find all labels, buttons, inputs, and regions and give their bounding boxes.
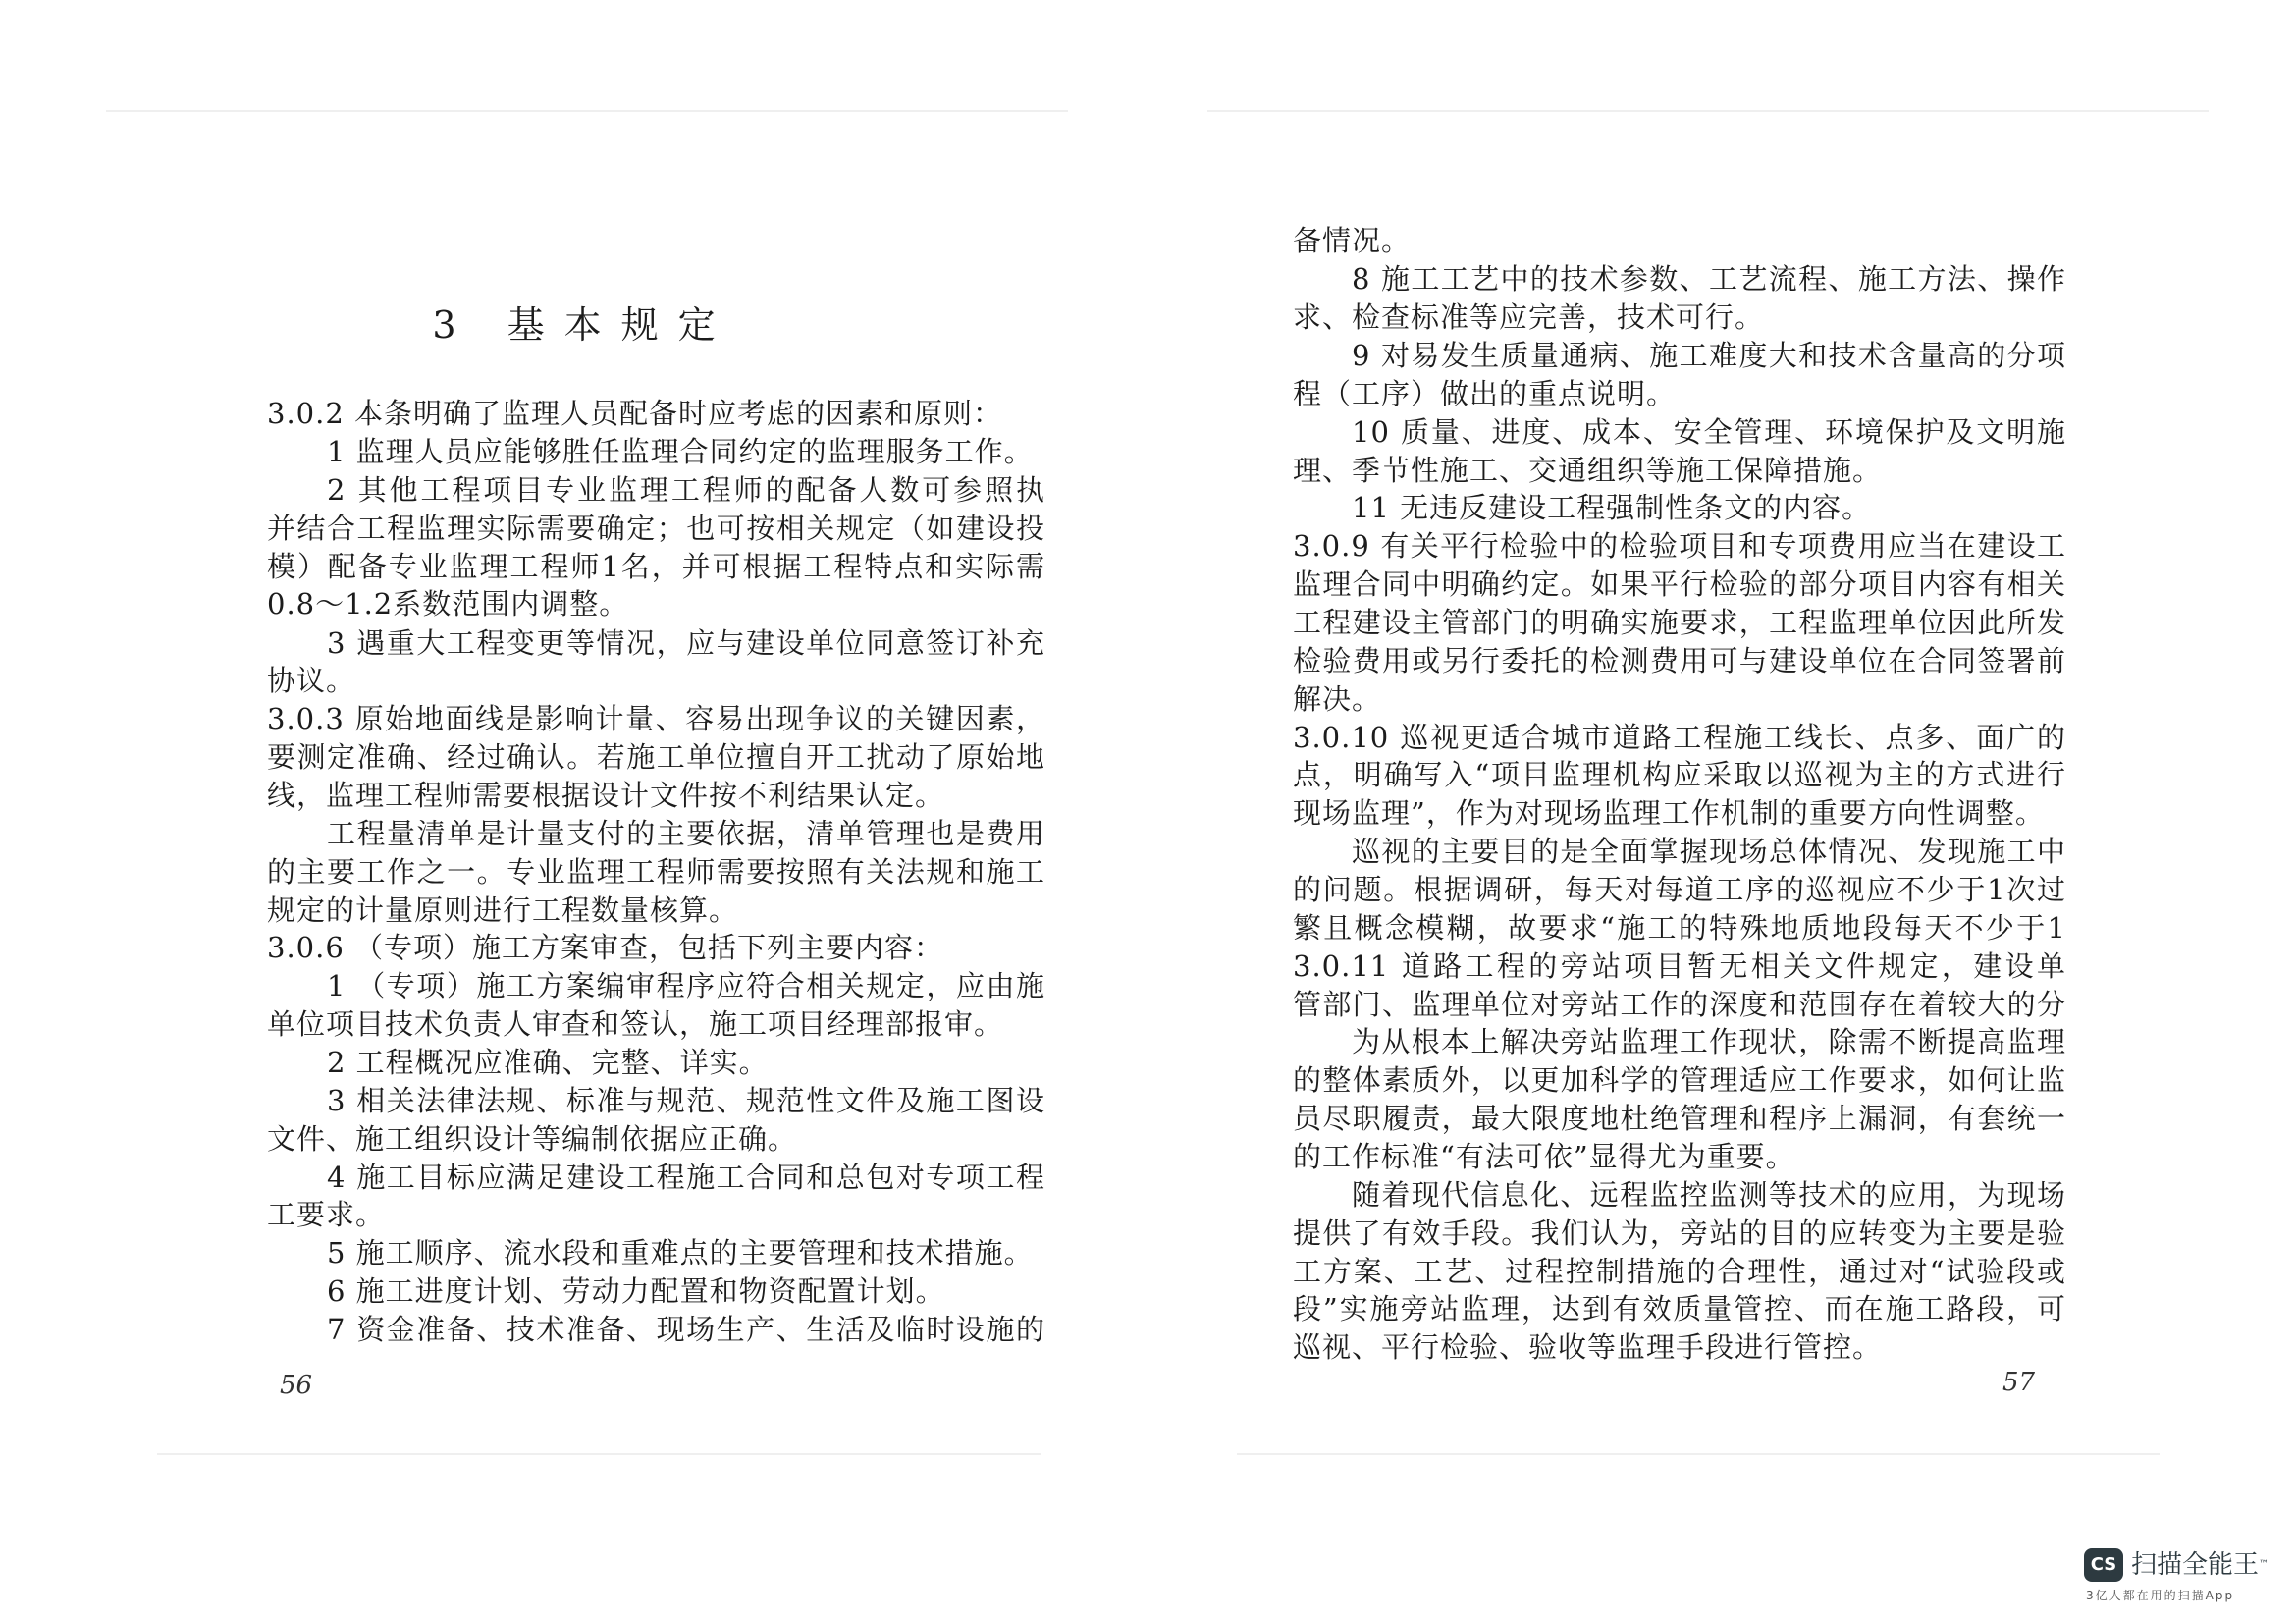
text-line: 的主要工作之一。专业监理工程师需要按照有关法规和施工: [267, 855, 1045, 889]
text-line: 1 （专项）施工方案编审程序应符合相关规定，应由施: [327, 969, 1045, 1002]
text-line: 模）配备专业监理工程师1名，并可根据工程特点和实际需: [267, 550, 1045, 583]
text-line: 现场监理”，作为对现场监理工作机制的重要方向性调整。: [1293, 796, 2045, 830]
text-line: 7 资金准备、技术准备、现场生产、生活及临时设施的: [327, 1313, 1045, 1346]
text-line: 6 施工进度计划、劳动力配置和物资配置计划。: [327, 1274, 945, 1308]
page-number: 56: [280, 1371, 313, 1400]
text-line: 3.0.3 原始地面线是影响计量、容易出现争议的关键因素，: [267, 702, 1045, 735]
text-line: 10 质量、进度、成本、安全管理、环境保护及文明施: [1352, 415, 2066, 449]
text-line: 员尽职履责，最大限度地杜绝管理和程序上漏洞，有套统一: [1293, 1102, 2066, 1135]
text-line: 9 对易发生质量通病、施工难度大和技术含量高的分项: [1352, 339, 2066, 372]
text-line: 为从根本上解决旁站监理工作现状，除需不断提高监理: [1352, 1025, 2066, 1058]
text-line: 的问题。根据调研，每天对每道工序的巡视应不少于1次过: [1293, 873, 2066, 906]
text-line: 线，监理工程师需要根据设计文件按不利结果认定。: [267, 779, 945, 812]
text-line: 0.8～1.2系数范围内调整。: [267, 587, 629, 621]
scan-artifact: [1237, 1453, 2160, 1455]
text-line: 提供了有效手段。我们认为，旁站的目的应转变为主要是验: [1293, 1217, 2066, 1250]
text-line: 单位项目技术负责人审查和签认，施工项目经理部报审。: [267, 1007, 1004, 1041]
text-line: 随着现代信息化、远程监控监测等技术的应用，为现场: [1352, 1178, 2066, 1212]
text-line: 解决。: [1293, 682, 1382, 716]
page-number: 57: [2002, 1368, 2036, 1397]
text-line: 点，明确写入“项目监理机构应采取以巡视为主的方式进行: [1293, 758, 2066, 791]
text-line: 3.0.6 （专项）施工方案审查，包括下列主要内容：: [267, 931, 944, 964]
text-line: 3.0.2 本条明确了监理人员配备时应考虑的因素和原则：: [267, 397, 1003, 430]
text-line: 巡视、平行检验、验收等监理手段进行管控。: [1293, 1330, 1883, 1364]
text-line: 协议。: [267, 664, 356, 697]
text-line: 3.0.9 有关平行检验中的检验项目和专项费用应当在建设工: [1293, 529, 2066, 563]
text-line: 工方案、工艺、过程控制措施的合理性，通过对“试验段或: [1293, 1255, 2066, 1288]
text-line: 工程建设主管部门的明确实施要求，工程监理单位因此所发: [1293, 606, 2066, 639]
text-line: 3 遇重大工程变更等情况，应与建设单位同意签订补充: [327, 626, 1045, 660]
text-line: 规定的计量原则进行工程数量核算。: [267, 893, 739, 927]
right-page: [1148, 0, 2296, 1623]
text-line: 求、检查标准等应完善，技术可行。: [1293, 300, 1765, 334]
camscanner-logo-icon: CS: [2084, 1548, 2123, 1582]
watermark-app-name: [2131, 1548, 2269, 1582]
text-line: 4 施工目标应满足建设工程施工合同和总包对专项工程: [327, 1161, 1045, 1194]
text-line: 3 相关法律法规、标准与规范、规范性文件及施工图设: [327, 1084, 1045, 1117]
text-line: 并结合工程监理实际需要确定；也可按相关规定（如建设投: [267, 512, 1045, 545]
text-line: 监理合同中明确约定。如果平行检验的部分项目内容有相关: [1293, 568, 2066, 601]
watermark-tagline: 3亿人都在用的扫描App: [2086, 1589, 2235, 1602]
scan-artifact: [1207, 110, 2209, 112]
text-line: 1 监理人员应能够胜任监理合同约定的监理服务工作。: [327, 435, 1034, 468]
text-line: 程（工序）做出的重点说明。: [1293, 377, 1677, 410]
chapter-title: 3 基本规定: [432, 303, 735, 347]
text-line: 备情况。: [1293, 224, 1412, 257]
scanner-watermark: [2074, 1531, 2270, 1615]
text-line: 文件、施工组织设计等编制依据应正确。: [267, 1122, 798, 1156]
text-line: 2 其他工程项目专业监理工程师的配备人数可参照执: [327, 473, 1045, 507]
scan-artifact: [106, 110, 1068, 112]
text-line: 11 无违反建设工程强制性条文的内容。: [1352, 491, 1872, 524]
text-line: 5 施工顺序、流水段和重难点的主要管理和技术措施。: [327, 1236, 1034, 1270]
text-line: 8 施工工艺中的技术参数、工艺流程、施工方法、操作: [1352, 262, 2066, 296]
text-line: 3.0.11 道路工程的旁站项目暂无相关文件规定，建设单: [1293, 949, 2066, 983]
text-line: 2 工程概况应准确、完整、详实。: [327, 1046, 769, 1079]
text-line: 的整体素质外，以更加科学的管理适应工作要求，如何让监: [1293, 1063, 2066, 1097]
text-line: 巡视的主要目的是全面掌握现场总体情况、发现施工中: [1352, 835, 2066, 868]
text-line: 管部门、监理单位对旁站工作的深度和范围存在着较大的分: [1293, 988, 2066, 1021]
text-line: 段”实施旁站监理，达到有效质量管控、而在施工路段，可: [1293, 1292, 2066, 1325]
trademark-symbol: ™: [2259, 1559, 2269, 1570]
text-line: 的工作标准“有法可依”显得尤为重要。: [1293, 1140, 1795, 1173]
watermark-name-text: 扫描全能王: [2131, 1550, 2260, 1580]
text-line: 繁且概念模糊，故要求“施工的特殊地质地段每天不少于1: [1293, 911, 2066, 945]
text-line: 工程量清单是计量支付的主要依据，清单管理也是费用: [327, 817, 1045, 850]
scan-artifact: [157, 1453, 1041, 1455]
text-line: 理、季节性施工、交通组织等施工保障措施。: [1293, 454, 1883, 487]
text-line: 工要求。: [267, 1198, 386, 1231]
text-line: 检验费用或另行委托的检测费用可与建设单位在合同签署前: [1293, 644, 2066, 677]
text-line: 要测定准确、经过确认。若施工单位擅自开工扰动了原始地: [267, 740, 1045, 774]
text-line: 3.0.10 巡视更适合城市道路工程施工线长、点多、面广的: [1293, 721, 2066, 754]
